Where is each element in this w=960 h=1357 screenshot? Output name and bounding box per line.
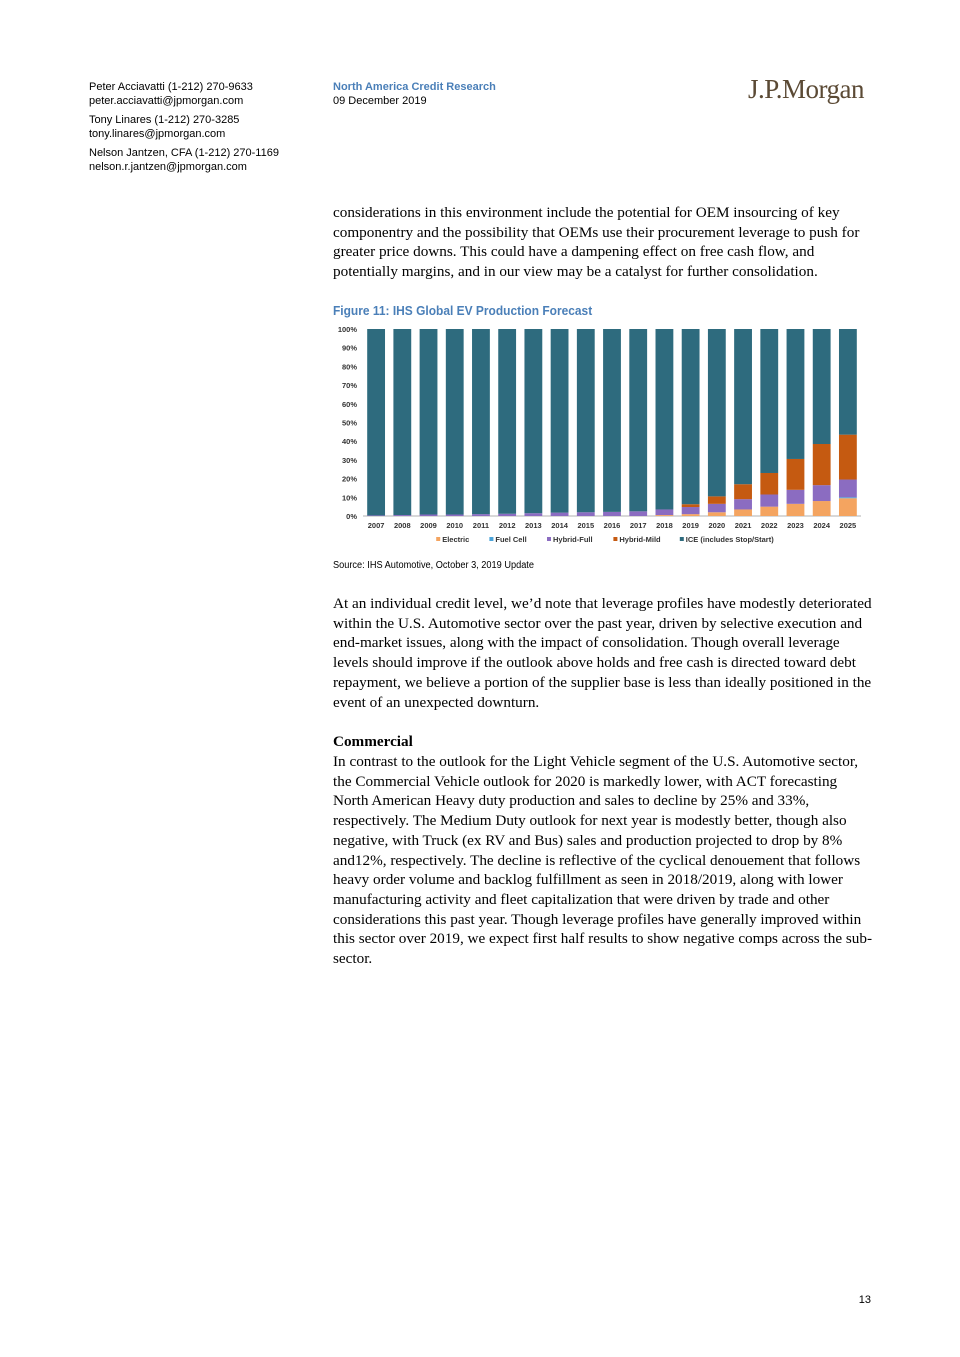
ev-production-chart [333, 320, 873, 552]
bar-segment [760, 507, 778, 516]
x-tick-label: 2018 [656, 521, 673, 530]
bar-segment [839, 480, 857, 498]
x-tick-label: 2013 [525, 521, 542, 530]
bar-segment [393, 329, 411, 515]
legend-swatch [489, 537, 493, 541]
author-name-phone: Peter Acciavatti (1-212) 270-9633 [89, 81, 253, 93]
x-tick-label: 2019 [682, 521, 699, 530]
legend-swatch [613, 537, 617, 541]
legend-label: ICE (includes Stop/Start) [685, 535, 774, 544]
author-email[interactable]: tony.linares@jpmorgan.com [89, 128, 226, 140]
y-tick-label: 100% [337, 325, 357, 334]
x-tick-label: 2009 [420, 521, 437, 530]
legend-label: Hybrid-Mild [619, 535, 661, 544]
x-tick-label: 2024 [813, 521, 831, 530]
bar-segment [498, 514, 516, 516]
bar-segment [629, 329, 647, 511]
x-tick-label: 2011 [472, 521, 490, 530]
y-tick-label: 90% [341, 343, 357, 353]
bar-segment [813, 329, 831, 444]
x-tick-label: 2022 [760, 521, 778, 530]
bar-segment [524, 513, 542, 516]
legend-label: Hybrid-Full [553, 535, 593, 544]
x-tick-label: 2017 [629, 521, 647, 530]
bar-segment [708, 512, 726, 516]
bar-segment [813, 444, 831, 485]
legend-swatch [547, 537, 551, 541]
bar-segment [603, 329, 621, 512]
bar-segment [551, 329, 569, 513]
y-tick-label: 50% [341, 418, 357, 428]
x-tick-label: 2010 [446, 521, 464, 530]
bar-segment [708, 504, 726, 512]
bar-segment [577, 329, 595, 512]
paragraph-commercial: In contrast to the outlook for the Light Vehicle segment of the U.S. Automotive sector, the Commercial Vehicle outlook for 2020 is markedly lower, with ACT forecasting North American Heavy duty production and sales to decline by 25% and 33%, respectively. The Medium Duty outlook for next year is modestly better, though also negative, with Truck (ex RV and Bus) sales and production projected to drop by 8% and12%, respectively. The decline is reflective of the cyclical denouement that follows heavy order volume and backlog fulfillment as seen in 2018/2019, along with lower manufacturing activity and fleet capitalization that were driven by trade and other considerations this past year. Though leverage profiles have generally improved within this sector over 2019, we expect first half results to show negative comps across the sub-sector. [333, 753, 873, 968]
figure-source: Source: IHS Automotive, October 3, 2019 Update [333, 560, 534, 571]
bar-segment [839, 329, 857, 435]
y-tick-label: 80% [341, 362, 357, 372]
x-tick-label: 2016 [603, 521, 621, 530]
report-date: 09 December 2019 [333, 95, 427, 107]
bar-segment [839, 435, 857, 480]
bar-segment [760, 473, 778, 495]
bar-segment [734, 509, 752, 516]
figure-title: Figure 11: IHS Global EV Production Forecast [333, 303, 593, 318]
paragraph-consolidation: considerations in this environment include the potential for OEM insourcing of key componentry and the possibility that OEMs use their procurement leverage to push for greater price downs. This could have a dampening effect on free cash flow, and potentially margins, and in our view may be a catalyst for further consolidation. [333, 204, 860, 281]
author-entry [89, 146, 279, 174]
bar-segment [446, 515, 464, 516]
bar-segment [682, 514, 700, 516]
bar-segment [839, 497, 857, 498]
legend-swatch [436, 537, 440, 541]
x-tick-label: 2023 [787, 521, 804, 530]
author-entry [89, 113, 279, 141]
bar-segment [420, 329, 438, 515]
bar-segment [367, 515, 385, 516]
bar-segment [760, 494, 778, 506]
x-tick-label: 2015 [577, 521, 595, 530]
author-list [89, 80, 279, 179]
bar-segment [393, 515, 411, 516]
bar-segment [682, 504, 700, 507]
y-tick-label: 70% [341, 381, 357, 391]
y-tick-label: 40% [341, 437, 357, 447]
x-tick-label: 2007 [367, 521, 385, 530]
bar-segment [813, 485, 831, 501]
bar-segment [472, 514, 490, 516]
bar-segment [551, 513, 569, 516]
author-email[interactable]: peter.acciavatti@jpmorgan.com [89, 95, 244, 107]
bar-segment [577, 512, 595, 516]
bar-segment [656, 329, 674, 509]
bar-segment [760, 329, 778, 473]
y-tick-label: 60% [341, 399, 357, 409]
x-tick-label: 2008 [393, 521, 411, 530]
jpmorgan-logo: J.P.Morgan [747, 74, 864, 104]
bar-segment [708, 329, 726, 496]
report-header [333, 80, 496, 108]
y-tick-label: 20% [341, 474, 357, 484]
bar-segment [524, 329, 542, 513]
bar-segment [498, 329, 516, 514]
author-email[interactable]: nelson.r.jantzen@jpmorgan.com [89, 161, 247, 173]
legend-label: Electric [442, 535, 470, 544]
bar-segment [787, 504, 805, 516]
bar-segment [367, 329, 385, 515]
x-tick-label: 2012 [498, 521, 516, 530]
report-title: North America Credit Research [333, 81, 496, 93]
author-name-phone: Nelson Jantzen, CFA (1-212) 270-1169 [89, 147, 279, 159]
y-tick-label: 30% [341, 455, 357, 465]
bar-segment [787, 459, 805, 490]
author-entry [89, 80, 279, 108]
bar-segment [734, 484, 752, 499]
bar-segment [656, 509, 674, 515]
bar-segment [813, 501, 831, 516]
bar-segment [656, 515, 674, 516]
page-number: 13 [858, 1294, 871, 1306]
x-tick-label: 2020 [708, 521, 726, 530]
bar-segment [734, 499, 752, 509]
y-tick-label: 10% [341, 493, 357, 503]
author-name-phone: Tony Linares (1-212) 270-3285 [89, 114, 240, 126]
bar-segment [682, 329, 700, 504]
bar-segment [839, 498, 857, 516]
x-tick-label: 2025 [839, 521, 857, 530]
x-tick-label: 2014 [551, 521, 568, 530]
section-heading-commercial: Commercial [333, 733, 413, 750]
bar-segment [420, 515, 438, 516]
bar-segment [734, 329, 752, 484]
bar-segment [472, 329, 490, 514]
legend-swatch [680, 537, 684, 541]
x-tick-label: 2021 [734, 521, 752, 530]
paragraph-leverage: At an individual credit level, we’d note that leverage profiles have modestly deteriorated within the U.S. Automotive sector over the past year, driven by selective execution and end-market issues, along with the impact of consolidation. Though overall leverage levels should improve if the outlook above holds and free cash is directed toward debt repayment, we believe a portion of the supplier base is less than ideally positioned in the event of an unexpected downturn. [333, 595, 872, 711]
y-tick-label: 0% [346, 512, 357, 521]
bar-segment [629, 511, 647, 516]
bar-segment [446, 329, 464, 515]
bar-segment [787, 329, 805, 459]
bar-segment [603, 512, 621, 516]
bar-segment [708, 496, 726, 503]
bar-segment [682, 507, 700, 514]
legend-label: Fuel Cell [495, 535, 527, 544]
bar-segment [787, 490, 805, 504]
